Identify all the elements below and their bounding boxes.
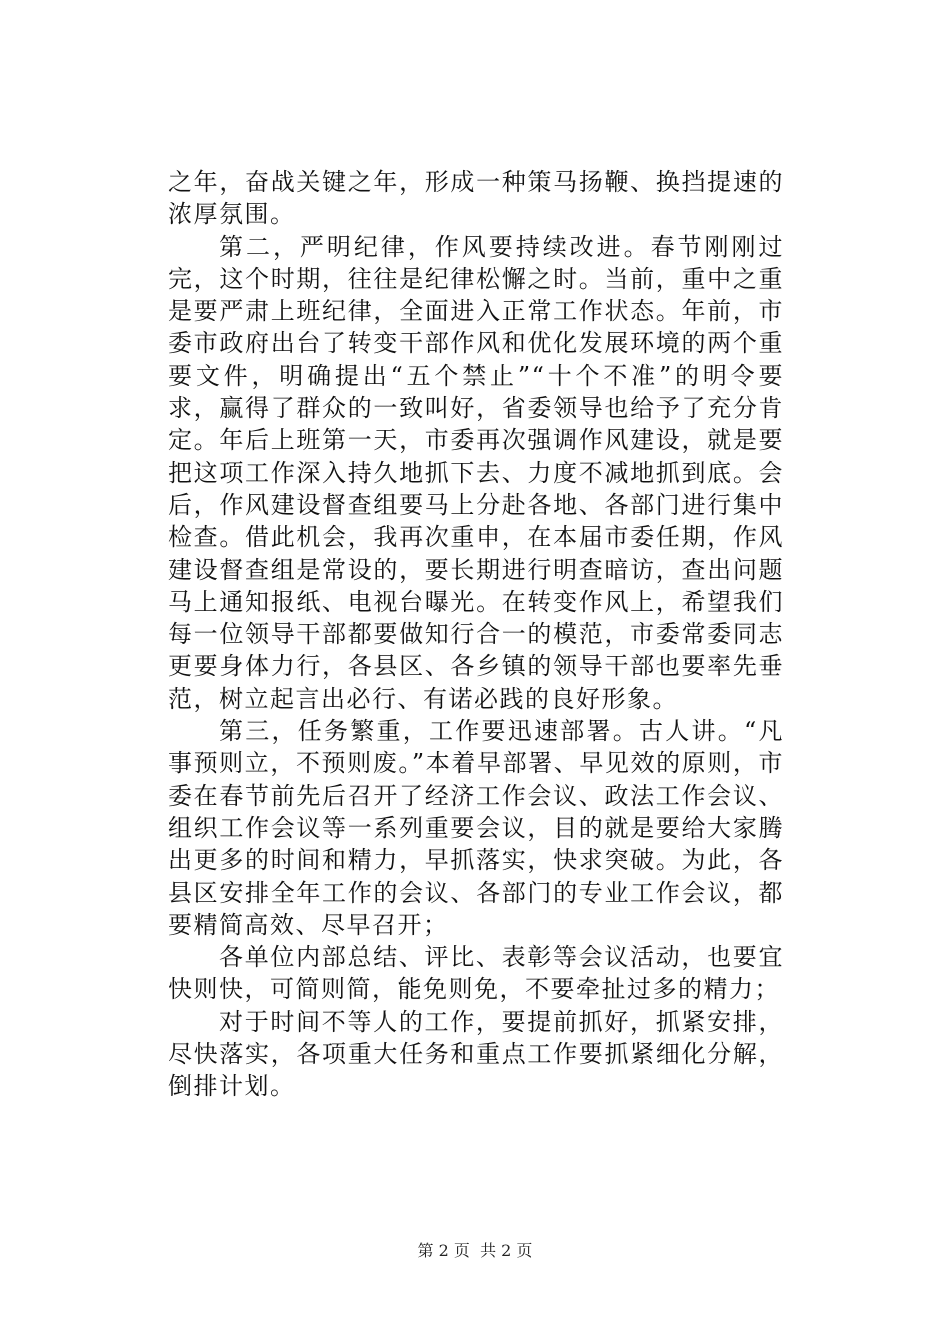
document-body	[168, 166, 784, 1103]
paragraph-urgent-work: 对于时间不等人的工作，要提前抓好，抓紧安排，尽快落实，各项重大任务和重点工作要抓紧细化分解，倒排计划。	[168, 1007, 784, 1101]
paragraph-third-point: 第三，任务繁重，工作要迅速部署。古人讲。“凡事预则立，不预则废。”本着早部署、早见效的原则，市委在春节前先后召开了经济工作会议、政法工作会议、组织工作会议等一系列重要会议，目的就是要给大家腾出更多的时间和精力，早抓落实，快求突破。为此，各县区安排全年工作的会议、各部门的专业工作会议，都要精简高效、尽早召开；	[168, 717, 784, 939]
page-number: 第 2 页	[417, 1241, 470, 1260]
page-footer	[0, 1241, 950, 1261]
paragraph-second-point: 第二，严明纪律，作风要持续改进。春节刚刚过完，这个时期，往往是纪律松懈之时。当前，重中之重是要严肃上班纪律，全面进入正常工作状态。年前，市委市政府出台了转变干部作风和优化发展环境的两个重要文件，明确提出“五个禁止”“十个不准”的明令要求，赢得了群众的一致叫好，省委领导也给予了充分肯定。年后上班第一天，市委再次强调作风建设，就是要把这项工作深入持久地抓下去、力度不减地抓到底。会后，作风建设督查组要马上分赴各地、各部门进行集中检查。借此机会，我再次重申，在本届市委任期，作风建设督查组是常设的，要长期进行明查暗访，查出问题马上通知报纸、电视台曝光。在转变作风上，希望我们每一位领导干部都要做知行合一的模范，市委常委同志更要身体力行，各县区、各乡镇的领导干部也要率先垂范，树立起言出必行、有诺必践的良好形象。	[168, 232, 784, 713]
paragraph-internal-meetings: 各单位内部总结、评比、表彰等会议活动，也要宜快则快，可简则简，能免则免，不要牵扯过多的精力；	[168, 943, 784, 1004]
total-pages: 共 2 页	[480, 1241, 533, 1260]
paragraph-continuation: 之年，奋战关键之年，形成一种策马扬鞭、换挡提速的浓厚氛围。	[168, 168, 784, 229]
